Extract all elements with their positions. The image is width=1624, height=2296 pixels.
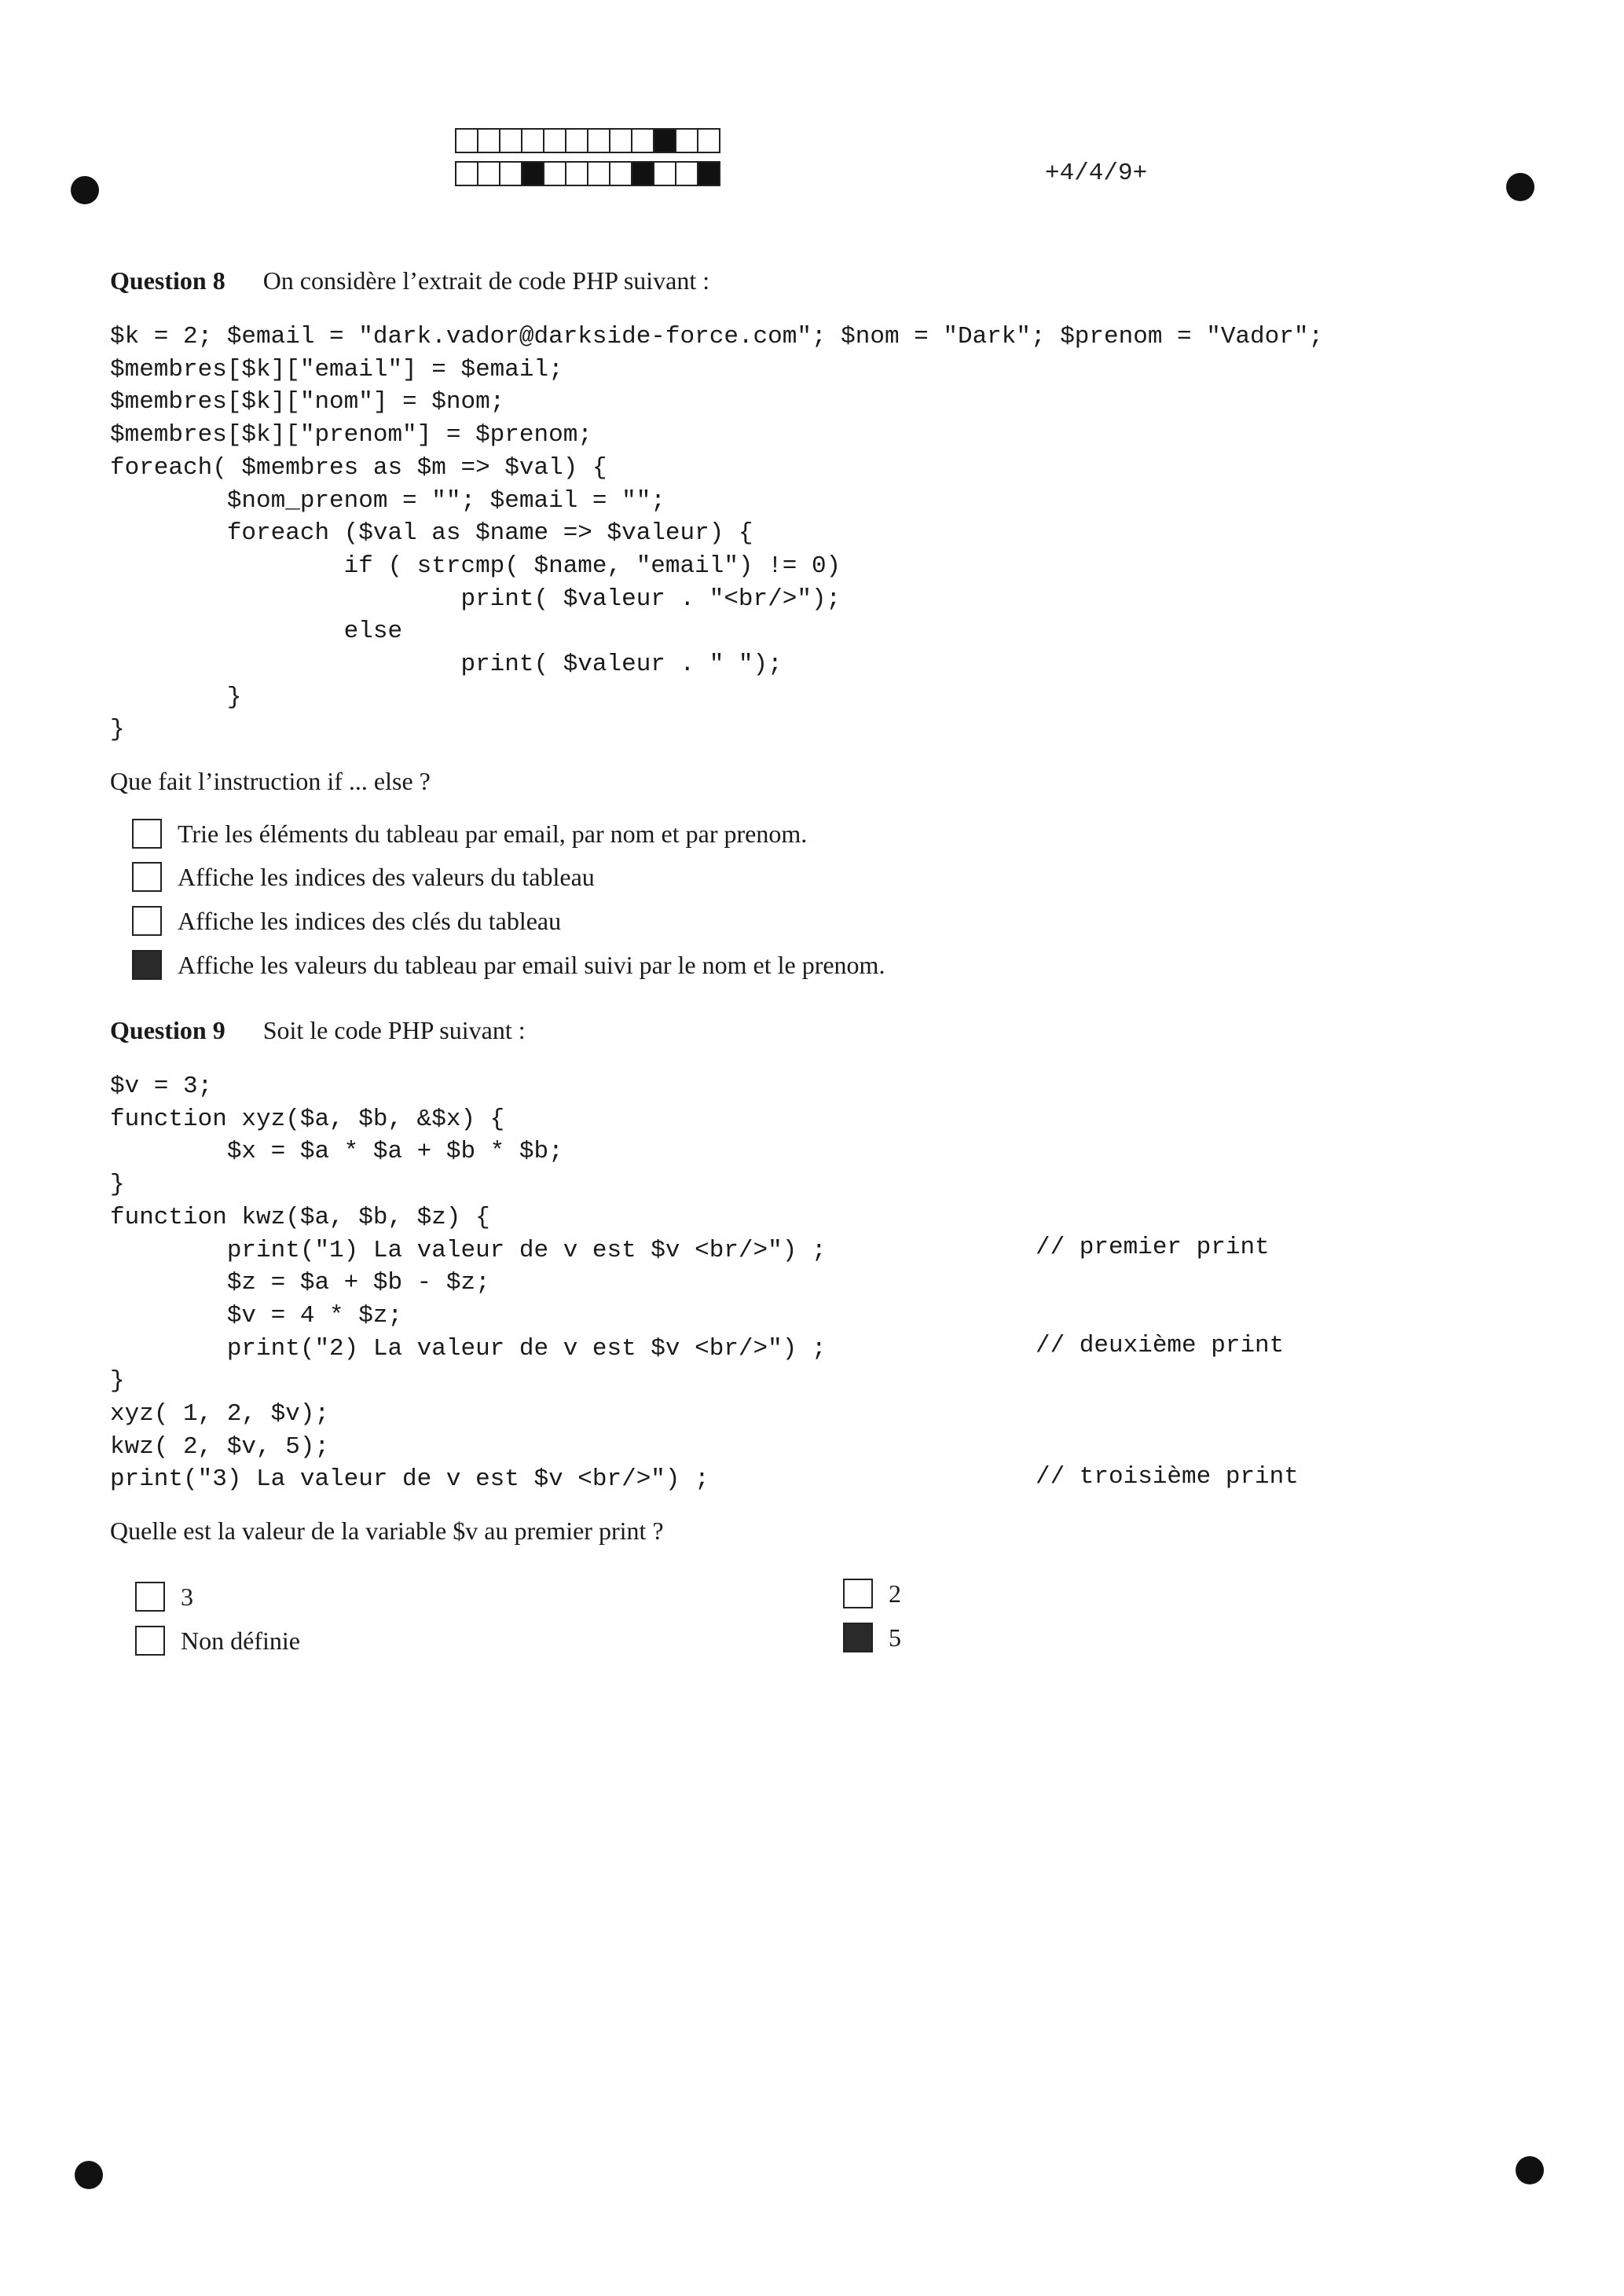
code-grid-cell bbox=[455, 128, 478, 153]
code-grid-cell bbox=[543, 161, 566, 186]
code-grid-cell bbox=[455, 161, 478, 186]
question-8-code: $k = 2; $email = "dark.vador@darkside-force.com"; $nom = "Dark"; $prenom = "Vador"; $membres[$k]["email"] = $email; $membres[$k]["nom"] = $nom; $membres[$k]["prenom"] = $prenom; foreach( $membres as $m => $val) { $nom_prenom = ""; $email = ""; foreach ($val as $name => $valeur) { if ( strcmp( $name, "email") != 0) print( $valeur . "<br/>"); else print( $valeur . " "); } } bbox=[110, 323, 1324, 744]
code-grid-cell bbox=[675, 128, 698, 153]
code-grid-cell bbox=[697, 161, 720, 186]
q8-option-4-label: Affiche les valeurs du tableau par email suivi par le nom et le prenom. bbox=[178, 950, 885, 979]
q8-option-2[interactable] bbox=[132, 862, 595, 892]
q8-option-4-checkbox[interactable] bbox=[132, 950, 162, 980]
q9-option-2-checkbox[interactable] bbox=[843, 1579, 873, 1608]
question-9-code: $v = 3; function xyz($a, $b, &$x) { $x = $a * $a + $b * $b; } function kwz($a, $b, $z) { print("1) La valeur de v est $v <br/>") ; $z = $a + $b - $z; $v = 4 * $z; print("2) La valeur de v est $v <br/>") ; } xyz( 1, 2, $v); kwz( 2, $v, 5); print("3) La valeur de v est $v <br/>") ; bbox=[110, 1073, 827, 1494]
q8-option-1[interactable] bbox=[132, 819, 807, 849]
code-grid-cell bbox=[499, 161, 522, 186]
code-grid-cell bbox=[477, 161, 500, 186]
comment-premier-print: // premier print bbox=[1036, 1234, 1270, 1261]
question-9-label: Question 9 bbox=[110, 1016, 225, 1044]
code-grid-row-1 bbox=[455, 128, 719, 153]
code-grid-cell bbox=[675, 161, 698, 186]
q9-option-2[interactable] bbox=[843, 1579, 901, 1608]
code-grid-row-2 bbox=[455, 161, 719, 186]
q9-option-non-definie[interactable] bbox=[135, 1626, 300, 1656]
corner-mark-bottom-left bbox=[75, 2161, 103, 2189]
code-grid-cell bbox=[631, 161, 654, 186]
comment-troisieme-print: // troisième print bbox=[1036, 1463, 1299, 1491]
q8-option-3[interactable] bbox=[132, 906, 561, 936]
question-8-text: On considère l’extrait de code PHP suivant : bbox=[262, 266, 710, 295]
corner-mark-top-right bbox=[1506, 173, 1534, 201]
q9-option-non-definie-checkbox[interactable] bbox=[135, 1626, 165, 1656]
q9-option-3-label: 3 bbox=[181, 1582, 193, 1611]
question-9-prompt: Quelle est la valeur de la variable $v au premier print ? bbox=[110, 1517, 664, 1545]
question-9-text: Soit le code PHP suivant : bbox=[262, 1016, 526, 1044]
q9-option-5[interactable] bbox=[843, 1623, 901, 1652]
q8-option-2-label: Affiche les indices des valeurs du tableau bbox=[178, 862, 595, 891]
code-grid-cell bbox=[609, 128, 632, 153]
code-grid-cell bbox=[587, 128, 610, 153]
code-grid-cell bbox=[499, 128, 522, 153]
question-8-label: Question 8 bbox=[110, 266, 225, 295]
code-grid-cell bbox=[653, 128, 676, 153]
code-grid-cell bbox=[521, 161, 544, 186]
question-9-title bbox=[110, 1016, 526, 1045]
q9-option-3[interactable] bbox=[135, 1582, 193, 1612]
q9-option-5-label: 5 bbox=[889, 1623, 901, 1652]
q8-option-4[interactable] bbox=[132, 950, 885, 980]
q8-option-1-checkbox[interactable] bbox=[132, 819, 162, 849]
q8-option-1-label: Trie les éléments du tableau par email, par nom et par prenom. bbox=[178, 819, 808, 848]
comment-deuxieme-print: // deuxième print bbox=[1036, 1332, 1285, 1359]
corner-mark-bottom-right bbox=[1516, 2156, 1544, 2184]
corner-mark-top-left bbox=[71, 176, 99, 204]
code-grid-cell bbox=[631, 128, 654, 153]
q8-option-3-checkbox[interactable] bbox=[132, 906, 162, 936]
code-grid-cell bbox=[521, 128, 544, 153]
question-8-title bbox=[110, 266, 709, 295]
code-grid-cell bbox=[477, 128, 500, 153]
page-id: +4/4/9+ bbox=[1045, 160, 1148, 187]
q9-option-5-checkbox[interactable] bbox=[843, 1623, 873, 1652]
question-8-prompt: Que fait l’instruction if ... else ? bbox=[110, 767, 431, 795]
code-grid-cell bbox=[653, 161, 676, 186]
q8-option-3-label: Affiche les indices des clés du tableau bbox=[178, 906, 562, 935]
code-grid-cell bbox=[565, 161, 588, 186]
code-grid-cell bbox=[543, 128, 566, 153]
q9-option-2-label: 2 bbox=[889, 1579, 901, 1608]
q9-option-non-definie-label: Non définie bbox=[181, 1626, 300, 1655]
code-grid-cell bbox=[609, 161, 632, 186]
code-grid-cell bbox=[697, 128, 720, 153]
code-grid-cell bbox=[587, 161, 610, 186]
q9-option-3-checkbox[interactable] bbox=[135, 1582, 165, 1612]
q8-option-2-checkbox[interactable] bbox=[132, 862, 162, 892]
code-grid-cell bbox=[565, 128, 588, 153]
